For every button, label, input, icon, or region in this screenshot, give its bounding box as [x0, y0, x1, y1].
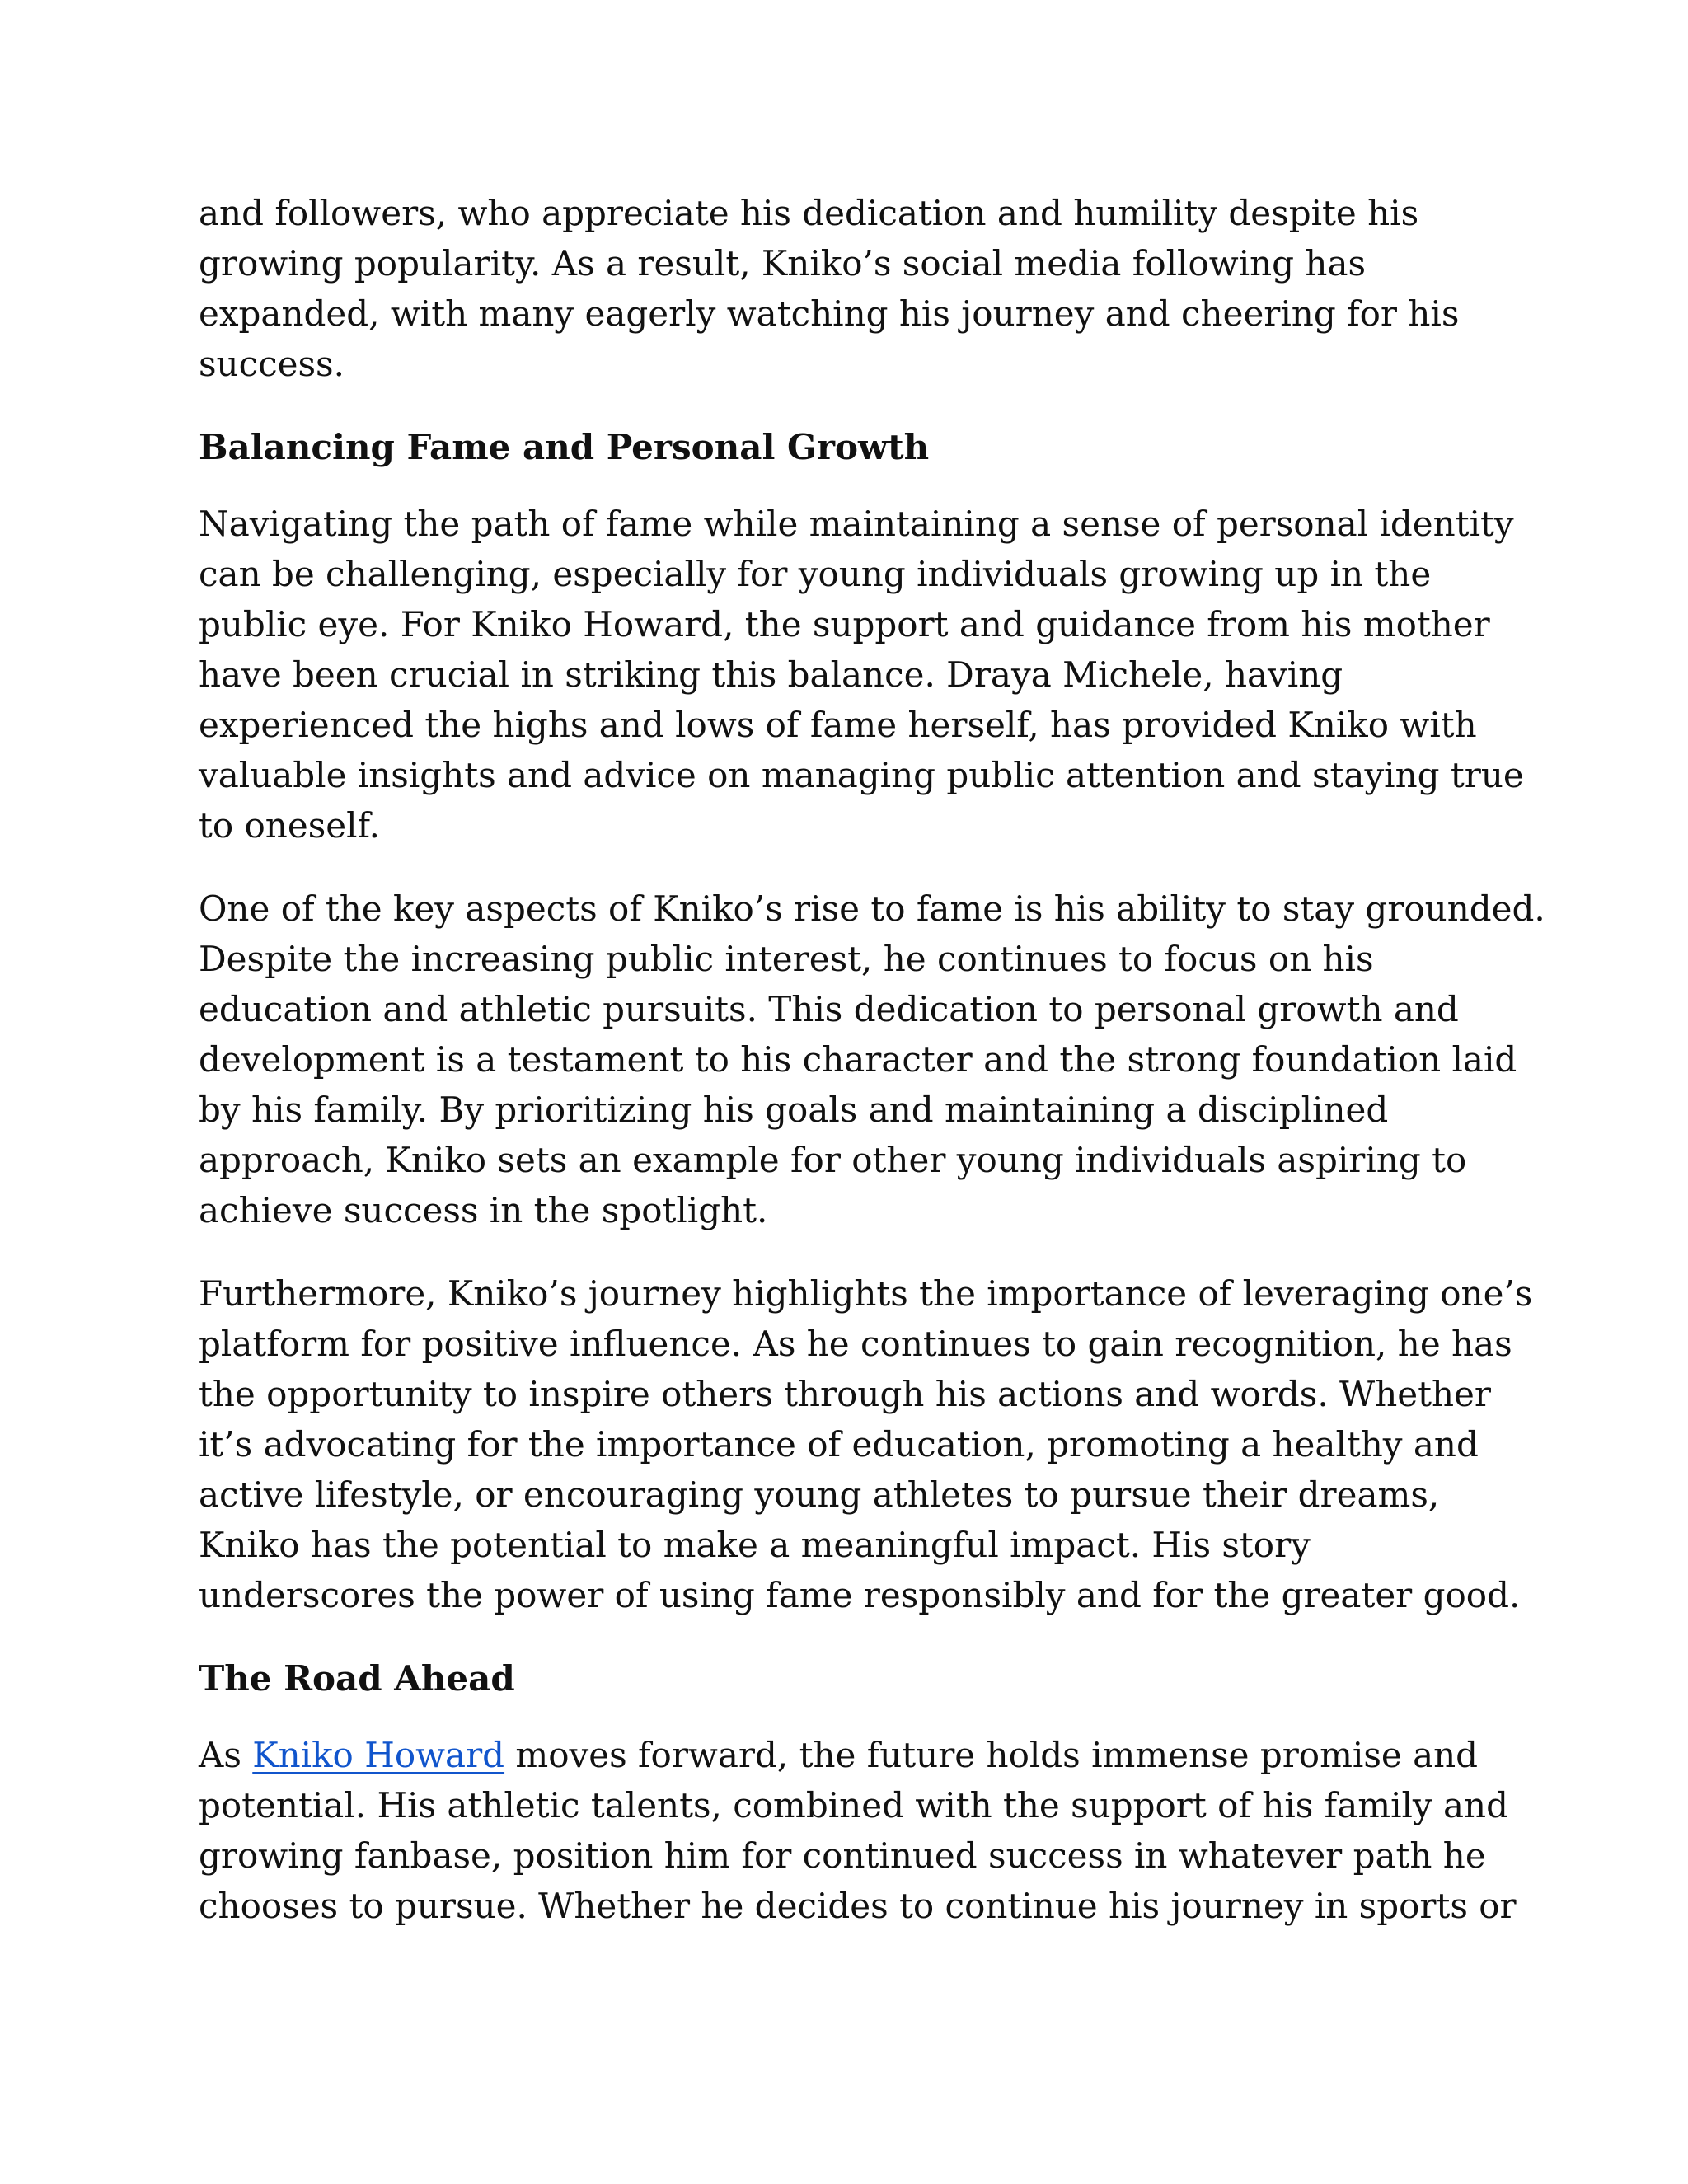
intro-paragraph — [199, 188, 1501, 389]
text-line: active lifestyle, or encouraging young athletes to pursue their dreams, — [199, 1474, 1440, 1515]
text-line: chooses to pursue. Whether he decides to continue his journey in sports or — [199, 1886, 1517, 1926]
text-line: by his family. By prioritizing his goals and maintaining a disciplined — [199, 1090, 1389, 1130]
text-fragment: moves forward, the future holds immense promise and — [504, 1735, 1479, 1775]
paragraph-navigating-fame — [199, 499, 1524, 851]
text-line: public eye. For Kniko Howard, the support and guidance from his mother — [199, 604, 1490, 644]
kniko-howard-link[interactable]: Kniko Howard — [252, 1735, 505, 1775]
text-line-with-link — [199, 1730, 1501, 1780]
document-body — [199, 188, 1545, 1964]
text-line: approach, Kniko sets an example for other young individuals aspiring to — [199, 1140, 1467, 1180]
text-line: Navigating the path of fame while maintaining a sense of personal identity — [199, 504, 1514, 544]
text-line: underscores the power of using fame responsibly and for the greater good. — [199, 1575, 1521, 1615]
text-line: valuable insights and advice on managing public attention and staying true — [199, 755, 1524, 795]
text-line: achieve success in the spotlight. — [199, 1190, 768, 1230]
text-line: have been crucial in striking this balance. Draya Michele, having — [199, 654, 1343, 695]
text-line: Furthermore, Kniko’s journey highlights the importance of leveraging one’s — [199, 1273, 1533, 1314]
text-line: experienced the highs and lows of fame herself, has provided Kniko with — [199, 705, 1477, 745]
text-fragment: As — [199, 1735, 253, 1775]
paragraph-stay-grounded — [199, 883, 1545, 1235]
text-line: development is a testament to his character and the strong foundation laid — [199, 1039, 1517, 1080]
text-line: One of the key aspects of Kniko’s rise to fame is his ability to stay grounded. — [199, 888, 1545, 929]
paragraph-moving-forward — [199, 1730, 1517, 1931]
text-line: education and athletic pursuits. This dedication to personal growth and — [199, 989, 1459, 1029]
text-line: platform for positive influence. As he continues to gain recognition, he has — [199, 1324, 1512, 1364]
text-line: Kniko has the potential to make a meaningful impact. His story — [199, 1525, 1311, 1565]
text-line: expanded, with many eagerly watching his journey and cheering for his — [199, 293, 1460, 334]
text-line: potential. His athletic talents, combined with the support of his family and — [199, 1785, 1508, 1825]
text-line: growing fanbase, position him for continued success in whatever path he — [199, 1835, 1486, 1876]
text-line: success. — [199, 344, 345, 384]
text-line: Despite the increasing public interest, he continues to focus on his — [199, 939, 1374, 979]
paragraph-positive-influence — [199, 1268, 1533, 1620]
section-heading-balancing-fame: Balancing Fame and Personal Growth — [199, 427, 930, 467]
text-line: the opportunity to inspire others through his actions and words. Whether — [199, 1374, 1491, 1414]
text-line: it’s advocating for the importance of education, promoting a healthy and — [199, 1424, 1479, 1465]
text-line: to oneself. — [199, 805, 380, 846]
text-line: can be challenging, especially for young individuals growing up in the — [199, 554, 1432, 594]
text-line: and followers, who appreciate his dedication and humility despite his — [199, 193, 1419, 233]
text-line: growing popularity. As a result, Kniko’s social media following has — [199, 243, 1367, 284]
section-heading-road-ahead: The Road Ahead — [199, 1658, 515, 1699]
